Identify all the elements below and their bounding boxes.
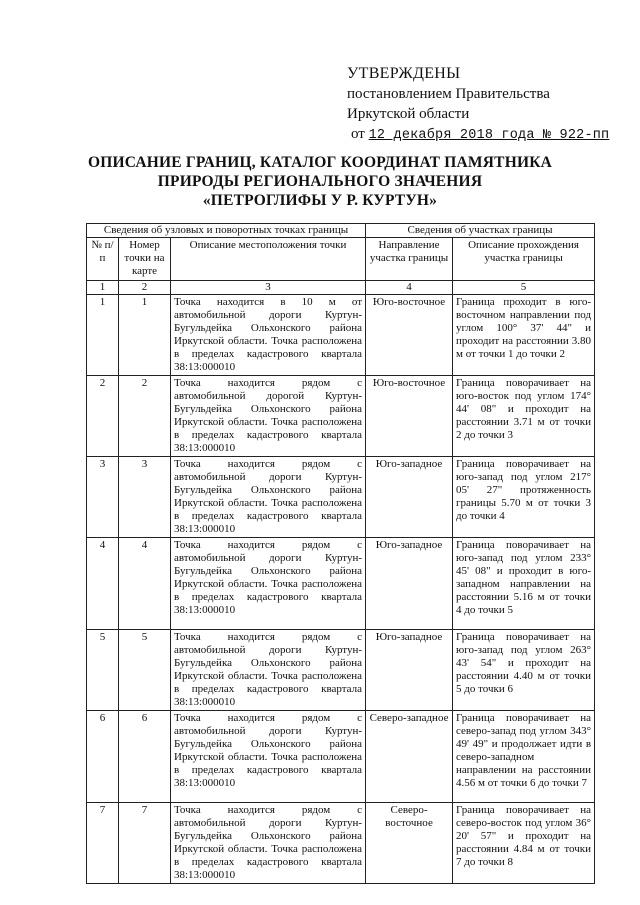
cell-location: Точка находится рядом с автомобильной дороги Куртун-Бугульдейка Ольхонского района Иркутской области. Точка расположена в пределах кадастрового квартала 38:13:000010 (171, 803, 366, 884)
title-line-1: ОПИСАНИЕ ГРАНИЦ, КАТАЛОГ КООРДИНАТ ПАМЯТНИКА (87, 154, 553, 171)
column-number: 2 (119, 281, 171, 295)
table-group-header (87, 224, 595, 238)
table-row (87, 538, 595, 630)
cell-passage: Граница поворачивает на северо-запад под углом 343° 49' 49" и продолжает идти в северо-западном направлении на расстоянии 4.56 м от точки 6 до точки 7 (453, 711, 595, 803)
cell-point-number: 7 (119, 803, 171, 884)
header-row-number: № п/п (87, 238, 119, 281)
cell-direction: Северо-западное (366, 711, 453, 803)
approval-heading: УТВЕРЖДЕНЫ (347, 65, 461, 82)
table-row (87, 630, 595, 711)
cell-location: Точка находится рядом с автомобильной дороги Куртун-Бугульдейка Ольхонского района Иркутской области. Точка расположена в пределах кадастрового квартала 38:13:000010 (171, 630, 366, 711)
table-row (87, 711, 595, 803)
group-header-segments: Сведения об участках границы (366, 224, 595, 238)
cell-location: Точка находится рядом с автомобильной дороги Куртун-Бугульдейка Ольхонского района Иркутской области. Точка расположена в пределах кадастрового квартала 38:13:000010 (171, 538, 366, 630)
cell-passage: Граница поворачивает на юго-запад под углом 217° 05' 27" протяженность границы 5.70 м от точки 3 до точки 4 (453, 457, 595, 538)
table-column-numbers (87, 281, 595, 295)
cell-passage: Граница проходит в юго-восточном направлении под углом 100° 37' 44" и проходит на расстоянии 3.80 м от точки 1 до точки 2 (453, 295, 595, 376)
column-number: 1 (87, 281, 119, 295)
table-row (87, 376, 595, 457)
approval-date-number: 12 декабря 2018 года № 922-пп (368, 128, 610, 143)
cell-point-number: 2 (119, 376, 171, 457)
table-row (87, 457, 595, 538)
approval-block (347, 64, 609, 146)
cell-row-number: 3 (87, 457, 119, 538)
column-number: 5 (453, 281, 595, 295)
header-direction: Направление участка границы (366, 238, 453, 281)
column-number: 3 (171, 281, 366, 295)
title-line-3: «ПЕТРОГЛИФЫ У Р. КУРТУН» (202, 192, 438, 209)
cell-row-number: 7 (87, 803, 119, 884)
table-row (87, 295, 595, 376)
cell-point-number: 6 (119, 711, 171, 803)
cell-passage: Граница поворачивает на юго-запад под углом 233° 45' 08" и проходит в юго-западном направлении на расстоянии 5.16 м от точки 4 до точки 5 (453, 538, 595, 630)
table-column-header (87, 238, 595, 281)
group-header-points: Сведения об узловых и поворотных точках границы (87, 224, 366, 238)
cell-row-number: 2 (87, 376, 119, 457)
header-point-number: Номер точки на карте (119, 238, 171, 281)
boundary-catalog-table (86, 223, 595, 884)
cell-passage: Граница поворачивает на северо-восток под углом 36° 20' 57" и проходит на расстоянии 4.84 м от точки 7 до точки 8 (453, 803, 595, 884)
document-title (80, 153, 560, 210)
cell-row-number: 5 (87, 630, 119, 711)
approval-line-region: Иркутской области (347, 106, 470, 122)
cell-passage: Граница поворачивает на юго-восток под углом 174° 44' 08" и проходит на расстоянии 3.71 м от точки 2 до точки 3 (453, 376, 595, 457)
cell-row-number: 4 (87, 538, 119, 630)
cell-direction: Юго-восточное (366, 376, 453, 457)
cell-point-number: 5 (119, 630, 171, 711)
column-number: 4 (366, 281, 453, 295)
table-row (87, 803, 595, 884)
cell-direction: Северо-восточное (366, 803, 453, 884)
cell-direction: Юго-западное (366, 538, 453, 630)
title-line-2: ПРИРОДЫ РЕГИОНАЛЬНОГО ЗНАЧЕНИЯ (157, 173, 483, 190)
approval-date-prefix: от (351, 126, 365, 142)
cell-location: Точка находится рядом с автомобильной дорогой Куртун-Бугульдейка Ольхонского района Иркутской области. Точка расположена в пределах кадастрового квартала 38:13:000010 (171, 376, 366, 457)
cell-location: Точка находится в 10 м от автомобильной дороги Куртун-Бугульдейка Ольхонского района Иркутской области. Точка расположена в пределах кадастрового квартала 38:13:000010 (171, 295, 366, 376)
header-passage: Описание прохождения участка границы (453, 238, 595, 281)
cell-direction: Юго-западное (366, 457, 453, 538)
cell-point-number: 3 (119, 457, 171, 538)
header-location: Описание местоположения точки (171, 238, 366, 281)
cell-row-number: 6 (87, 711, 119, 803)
approval-line-decree: постановлением Правительства (347, 86, 550, 102)
cell-direction: Юго-западное (366, 630, 453, 711)
cell-point-number: 1 (119, 295, 171, 376)
cell-location: Точка находится рядом с автомобильной дороги Куртун-Бугульдейка Ольхонского района Иркутской области. Точка расположена в пределах кадастрового квартала 38:13:000010 (171, 457, 366, 538)
cell-location: Точка находится рядом с автомобильной дороги Куртун-Бугульдейка Ольхонского района Иркутской области. Точка расположена в пределах кадастрового квартала 38:13:000010 (171, 711, 366, 803)
cell-passage: Граница поворачивает на юго-запад под углом 263° 43' 54" и проходит на расстоянии 4.40 м от точки 5 до точки 6 (453, 630, 595, 711)
cell-row-number: 1 (87, 295, 119, 376)
cell-direction: Юго-восточное (366, 295, 453, 376)
cell-point-number: 4 (119, 538, 171, 630)
approval-date-line (351, 124, 609, 146)
